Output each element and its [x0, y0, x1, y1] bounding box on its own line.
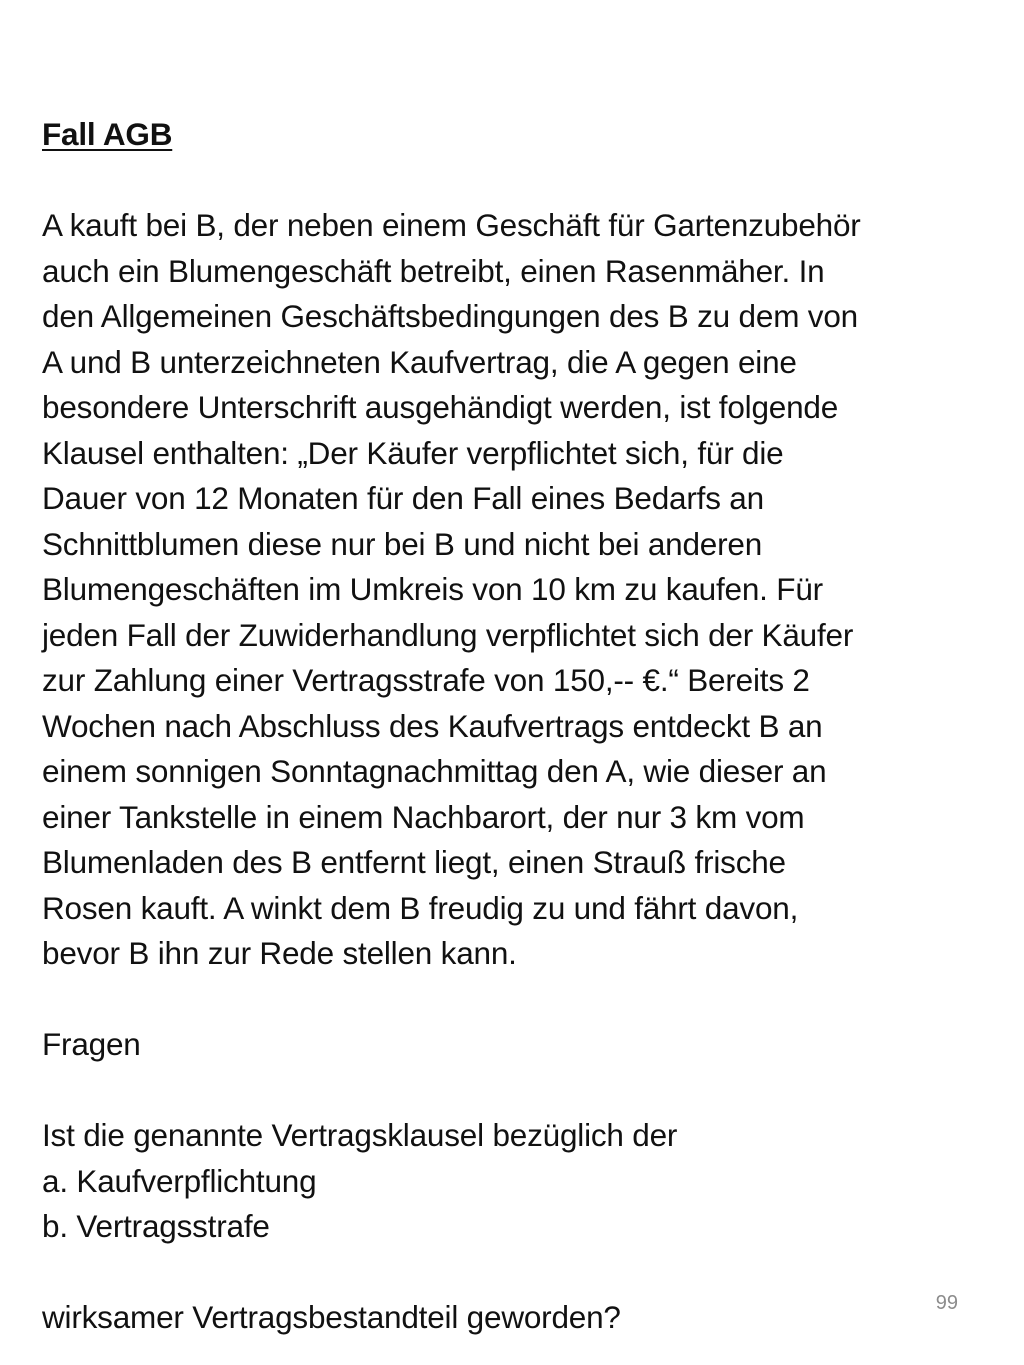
case-line: Blumenladen des B entfernt liegt, einen Strauß frische [42, 844, 786, 880]
spacer [42, 1250, 982, 1296]
case-line: jeden Fall der Zuwiderhandlung verpflichtet sich der Käufer [42, 616, 854, 653]
spacer [42, 158, 982, 204]
case-line: auch ein Blumengeschäft betreibt, einen Rasenmäher. In [42, 252, 825, 289]
spacer [42, 977, 982, 1023]
slide-content [42, 112, 982, 1341]
page-number: 99 [935, 1292, 958, 1314]
case-line: den Allgemeinen Geschäftsbedingungen des B zu dem von [42, 298, 858, 334]
case-text [42, 203, 982, 977]
case-title: Fall AGB [42, 116, 173, 152]
case-line: A kauft bei B, der neben einem Geschäft für Gartenzubehör [42, 207, 861, 243]
spacer [42, 1068, 982, 1114]
question-item-b: b. Vertragsstrafe [42, 1208, 270, 1244]
case-line: Wochen nach Abschluss des Kaufvertrags entdeckt B an [42, 707, 823, 744]
question-item-a: a. Kaufverpflichtung [42, 1162, 317, 1199]
case-line: Rosen kauft. A winkt dem B freudig zu und fährt davon, [42, 889, 799, 926]
case-line: Schnittblumen diese nur bei B und nicht bei anderen [42, 525, 763, 562]
case-line: einem sonnigen Sonntagnachmittag den A, wie dieser an [42, 753, 827, 789]
case-line: zur Zahlung einer Vertragsstrafe von 150,-- €.“ Bereits 2 [42, 662, 810, 698]
question-end: wirksamer Vertragsbestandteil geworden? [42, 1299, 621, 1335]
case-line: Klausel enthalten: „Der Käufer verpflichtet sich, für die [42, 434, 784, 471]
case-line: einer Tankstelle in einem Nachbarort, der nur 3 km vom [42, 798, 805, 835]
case-line: Blumengeschäften im Umkreis von 10 km zu kaufen. Für [42, 571, 823, 607]
case-line: bevor B ihn zur Rede stellen kann. [42, 935, 517, 971]
case-line: Dauer von 12 Monaten für den Fall eines Bedarfs an [42, 480, 764, 516]
questions-heading: Fragen [42, 1026, 141, 1062]
case-line: besondere Unterschrift ausgehändigt werden, ist folgende [42, 389, 839, 425]
case-line: A und B unterzeichneten Kaufvertrag, die A gegen eine [42, 343, 797, 380]
question-intro: Ist die genannte Vertragsklausel bezüglich der [42, 1117, 678, 1153]
